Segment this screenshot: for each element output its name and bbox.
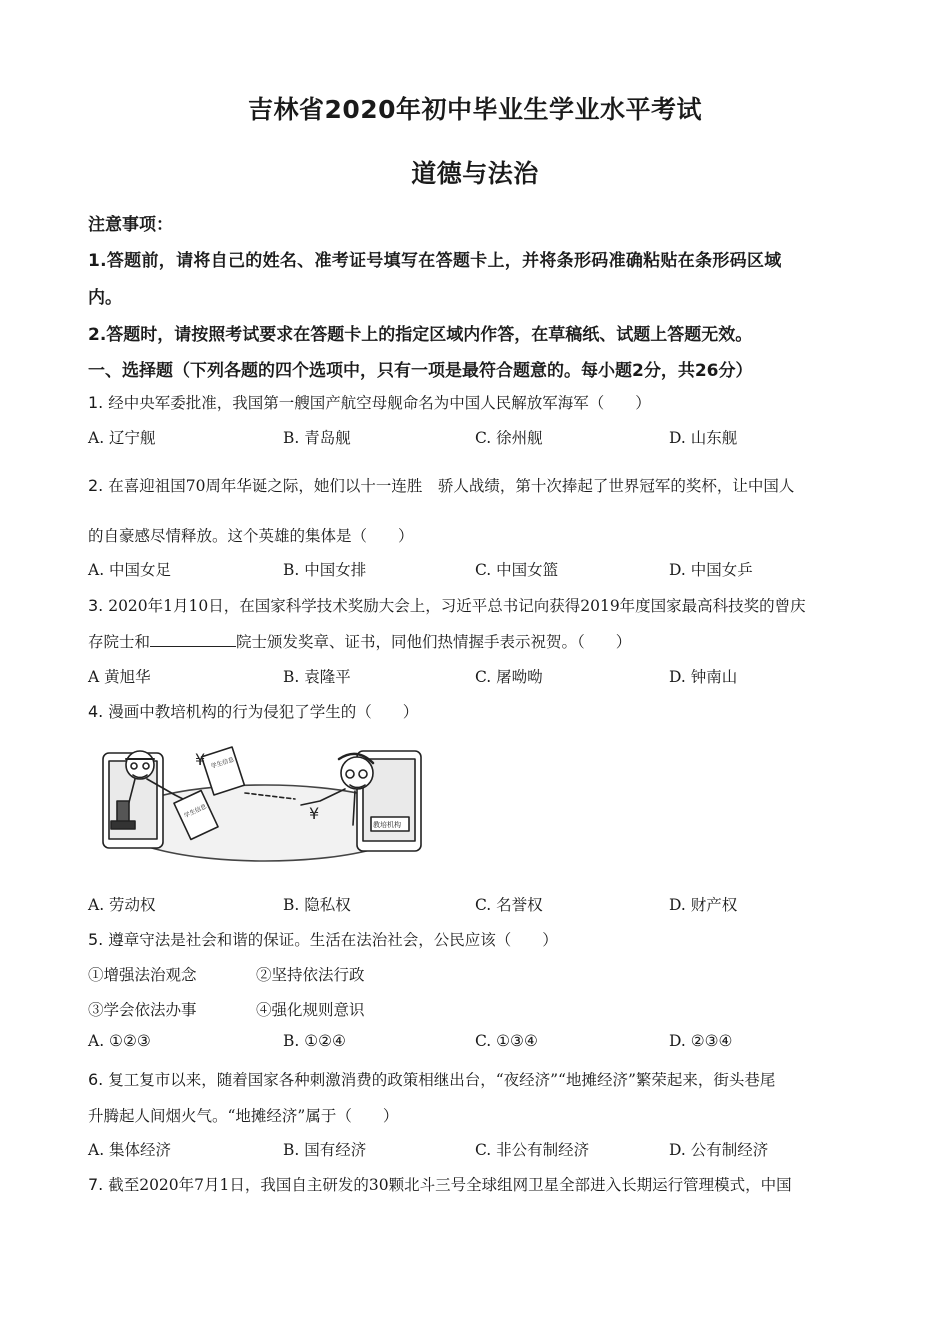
question-5 <box>88 928 558 950</box>
option-c[interactable]: C. 名誉权 <box>475 896 543 914</box>
question-7 <box>88 1173 792 1195</box>
option-d[interactable]: D. 钟南山 <box>669 668 738 686</box>
option-b[interactable]: B. 国有经济 <box>283 1141 367 1159</box>
option-a[interactable]: A. 集体经济 <box>88 1141 172 1159</box>
option-a[interactable]: A. ①②③ <box>88 1032 151 1050</box>
question-2 <box>88 474 794 496</box>
question-text: 2020年1月10日，在国家科学技术奖励大会上，习近平总书记向获得2019年度国家最高科技奖的曾庆 <box>108 597 806 615</box>
option-a[interactable]: A. 辽宁舰 <box>88 429 156 447</box>
section-heading: 一、选择题（下列各题的四个选项中，只有一项是最符合题意的。每小题2分，共26分） <box>88 361 753 381</box>
question-3 <box>88 594 806 616</box>
option-c[interactable]: C. 屠呦呦 <box>475 668 543 686</box>
option-d[interactable]: D. 中国女乒 <box>669 561 753 579</box>
question-number: 7. <box>88 1175 104 1194</box>
option-b[interactable]: B. 袁隆平 <box>283 668 351 686</box>
answer-blank[interactable] <box>150 632 236 647</box>
paper-label: 学生信息 <box>183 803 208 820</box>
option-d[interactable]: D. ②③④ <box>669 1032 733 1050</box>
notice-item-1-cont: 内。 <box>88 288 122 308</box>
currency-symbol: ¥ <box>309 804 320 823</box>
option-a[interactable]: A. 中国女足 <box>88 561 172 579</box>
question-2-cont: 的自豪感尽情释放。这个英雄的集体是（ ） <box>88 527 414 545</box>
question-1 <box>88 391 651 413</box>
option-d[interactable]: D. 山东舰 <box>669 429 738 447</box>
statement-item: ②坚持依法行政 <box>256 966 365 984</box>
option-b[interactable]: B. 隐私权 <box>283 896 351 914</box>
statement-item: ①增强法治观念 <box>88 966 197 984</box>
question-text: 复工复市以来，随着国家各种刺激消费的政策相继出台，“夜经济”“地摊经济”繁荣起来，街头巷尾 <box>108 1071 776 1089</box>
option-c[interactable]: C. 非公有制经济 <box>475 1141 590 1159</box>
question-text: 经中央军委批准，我国第一艘国产航空母舰命名为中国人民解放军海军（ ） <box>108 394 651 412</box>
notice-item-1: 1.答题前，请将自己的姓名、准考证号填写在答题卡上，并将条形码准确粘贴在条形码区域 <box>88 251 782 271</box>
question-6 <box>88 1068 775 1090</box>
question-text: 在喜迎祖国70周年华诞之际，她们以十一连胜 骄人战绩，第十次捧起了世界冠军的奖杯，让中国人 <box>108 477 795 495</box>
option-d[interactable]: D. 公有制经济 <box>669 1141 769 1159</box>
cartoon-illustration <box>95 733 435 863</box>
option-c[interactable]: C. 中国女篮 <box>475 561 559 579</box>
option-b[interactable]: B. ①②④ <box>283 1032 346 1050</box>
question-number: 2. <box>88 476 104 495</box>
option-c[interactable]: C. ①③④ <box>475 1032 538 1050</box>
question-text: 院士颁发奖章、证书，同他们热情握手表示祝贺。（ ） <box>236 633 632 651</box>
question-text: 遵章守法是社会和谐的保证。生活在法治社会，公民应该（ ） <box>108 931 558 949</box>
option-a[interactable]: A. 劳动权 <box>88 896 156 914</box>
subject-title: 道德与法治 <box>411 159 539 188</box>
question-number: 5. <box>88 930 104 949</box>
question-4 <box>88 700 418 722</box>
question-number: 4. <box>88 702 104 721</box>
question-text: 存院士和 <box>88 633 151 651</box>
question-6-cont: 升腾起人间烟火气。“地摊经济”属于（ ） <box>88 1107 399 1125</box>
option-b[interactable]: B. 中国女排 <box>283 561 367 579</box>
statement-item: ③学会依法办事 <box>88 1001 197 1019</box>
currency-symbol: ¥ <box>195 750 206 769</box>
question-number: 1. <box>88 393 104 412</box>
option-b[interactable]: B. 青岛舰 <box>283 429 351 447</box>
question-text: 漫画中教培机构的行为侵犯了学生的（ ） <box>108 703 419 721</box>
sign-label: 教培机构 <box>373 821 401 829</box>
question-3-cont <box>88 630 631 652</box>
question-text: 截至2020年7月1日，我国自主研发的30颗北斗三号全球组网卫星全部进入长期运行管理模式，中国 <box>108 1176 792 1194</box>
paper-label: 学生信息 <box>210 756 236 771</box>
exam-title: 吉林省2020年初中毕业生学业水平考试 <box>247 95 703 124</box>
option-d[interactable]: D. 财产权 <box>669 896 738 914</box>
notice-item-2: 2.答题时，请按照考试要求在答题卡上的指定区域内作答，在草稿纸、试题上答题无效。 <box>88 325 753 345</box>
notice-heading: 注意事项： <box>88 215 173 235</box>
question-number: 3. <box>88 596 104 615</box>
option-a[interactable]: A 黄旭华 <box>88 668 151 686</box>
statement-item: ④强化规则意识 <box>256 1001 365 1019</box>
question-number: 6. <box>88 1070 104 1089</box>
option-c[interactable]: C. 徐州舰 <box>475 429 543 447</box>
